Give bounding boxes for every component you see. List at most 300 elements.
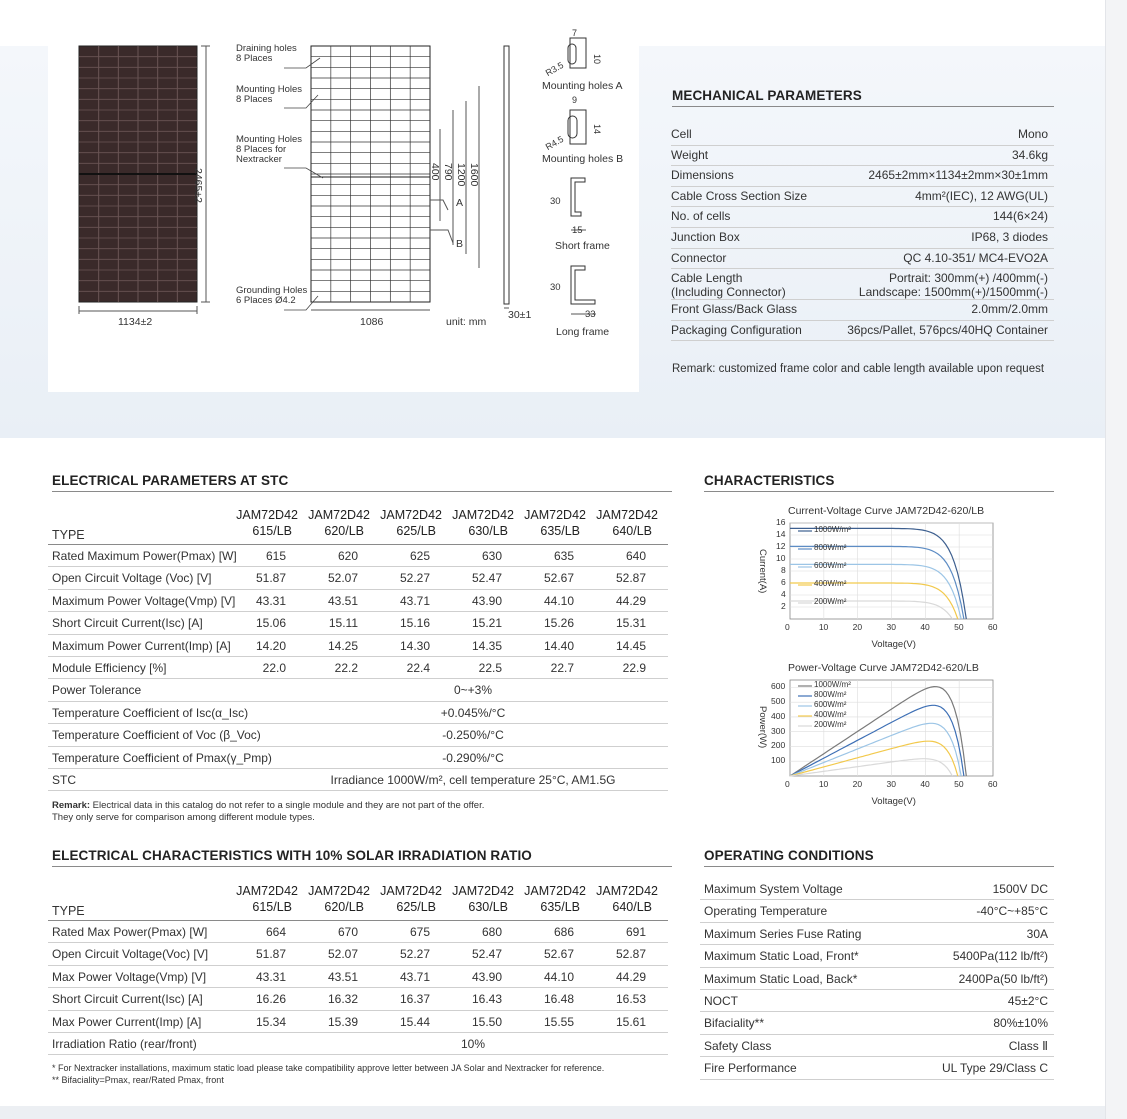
row-value: 686: [553, 925, 574, 939]
operating-label: Maximum System Voltage: [704, 882, 843, 896]
row-value: 44.10: [543, 969, 574, 984]
row-value: 15.50: [471, 1014, 502, 1029]
row-value: 52.67: [543, 947, 574, 962]
row-value: 14.40: [543, 638, 574, 653]
operating-label: Maximum Series Fuse Rating: [704, 926, 862, 941]
table-row: [48, 612, 668, 634]
row-value: 16.37: [399, 992, 430, 1007]
mechanical-row: [671, 187, 1054, 208]
table-row: [48, 921, 668, 943]
y-tick: 6: [781, 577, 786, 587]
short-frame-30: 30: [550, 196, 561, 207]
row-value: 43.71: [399, 969, 430, 984]
model-series: JAM72D42: [380, 508, 442, 522]
x-tick: 20: [852, 622, 863, 632]
row-label: Rated Maximum Power(Pmax) [W]: [52, 549, 237, 563]
row-value: 43.51: [327, 593, 358, 608]
model-header: [226, 883, 298, 915]
model-header: [586, 883, 658, 915]
x-tick: 0: [785, 779, 790, 789]
row-value: 15.11: [328, 616, 358, 631]
mechanical-value: Mono: [1017, 127, 1048, 141]
row-value: 22.7: [550, 661, 574, 675]
model-variant: 635/LB: [540, 524, 580, 538]
mechanical-value: QC 4.10-351/ MC4-EVO2A: [903, 250, 1048, 265]
operating-value: 1500V DC: [992, 882, 1048, 896]
mechanical-label: Weight: [671, 147, 709, 162]
row-label: Max Power Current(Imp) [A]: [52, 1014, 202, 1029]
legend-entry: 1000W/m²: [814, 525, 851, 534]
model-header: [298, 883, 370, 915]
model-variant: 640/LB: [612, 524, 652, 538]
y-tick: 8: [781, 565, 786, 575]
mechanical-value: 4mm²(IEC), 12 AWG(UL): [915, 188, 1048, 203]
table-span-row: [48, 679, 668, 701]
y-tick: 2: [781, 601, 786, 611]
operating-label: Safety Class: [704, 1038, 772, 1053]
table-header: [48, 883, 668, 921]
operating-value: UL Type 29/Class C: [941, 1061, 1048, 1076]
characteristics-title: CHARACTERISTICS: [704, 473, 1054, 492]
y-tick: 16: [776, 517, 786, 527]
model-header: [442, 507, 514, 539]
model-series: JAM72D42: [308, 508, 370, 522]
operating-value: Class Ⅱ: [1008, 1038, 1048, 1053]
model-header: [226, 507, 298, 539]
operating-label: Fire Performance: [704, 1061, 797, 1076]
row-value: 22.5: [478, 661, 502, 675]
table-span-row: [48, 769, 668, 791]
row-label: Temperature Coefficient of Pmax(γ_Pmp): [52, 750, 272, 765]
operating-row: [700, 1012, 1054, 1034]
model-header: [442, 883, 514, 915]
x-tick: 20: [852, 779, 863, 789]
legend-entry: 400W/m²: [814, 710, 847, 719]
operating-label: Maximum Static Load, Back*: [704, 971, 858, 986]
x-tick: 30: [886, 622, 896, 632]
table-span-row: [48, 747, 668, 769]
row-value: 44.10: [543, 593, 574, 608]
row-value: 640: [625, 549, 646, 563]
x-tick: 10: [818, 622, 829, 632]
y-tick: 12: [776, 541, 786, 551]
row-value: 52.47: [471, 571, 502, 586]
electrical-10-title: ELECTRICAL CHARACTERISTICS WITH 10% SOLAR IRRADIATION RATIO: [52, 848, 672, 867]
e10-foot-2: ** Bifaciality=Pmax, rear/Rated Pmax, front: [52, 1075, 224, 1085]
mechanical-row: [671, 146, 1054, 167]
table-row: [48, 966, 668, 988]
row-label: Power Tolerance: [52, 683, 142, 698]
mechanical-row: [671, 300, 1054, 321]
row-label: Short Circuit Current(Isc) [A]: [52, 992, 203, 1007]
e10-footnote: [52, 1062, 604, 1086]
row-value: 15.34: [255, 1014, 286, 1029]
holes-a-label: Mounting holes A: [542, 80, 623, 92]
model-header: [370, 883, 442, 915]
model-series: JAM72D42: [236, 508, 298, 522]
e10-foot-1: * For Nextracker installations, maximum static load please take compatibility approve letter between JA Solar and Nextracker for reference.: [52, 1063, 605, 1073]
row-label: STC: [52, 773, 76, 787]
label-mounting-next-2: 8 Places for: [236, 144, 287, 155]
y-tick: 500: [771, 696, 786, 707]
mechanical-value: Portrait: 300mm(+) /400mm(-): [888, 271, 1048, 286]
chart-title: Current-Voltage Curve JAM72D42-620/LB: [788, 505, 985, 517]
operating-row: [700, 945, 1054, 967]
mechanical-label-2: (Including Connector): [671, 285, 786, 300]
pv-chart: [750, 662, 1010, 812]
operating-value: 45±2°C: [1007, 994, 1048, 1008]
mechanical-row: [671, 166, 1054, 187]
row-span-value: -0.290%/°C: [442, 750, 504, 765]
y-tick: 14: [776, 529, 786, 539]
legend-entry: 800W/m²: [814, 690, 847, 699]
operating-label: Bifaciality**: [704, 1016, 765, 1031]
operating-value: 2400Pa(50 lb/ft²): [958, 971, 1048, 986]
operating-row: [700, 878, 1054, 900]
electrical-stc-table: [48, 507, 672, 795]
row-value: 15.44: [399, 1014, 430, 1029]
operating-row: [700, 1057, 1054, 1079]
mechanical-label: Dimensions: [671, 168, 734, 183]
mechanical-value: 144(6×24): [992, 209, 1048, 224]
model-series: JAM72D42: [596, 884, 658, 898]
label-mounting-next-1: Mounting Holes: [236, 134, 303, 145]
row-span-value: 0~+3%: [453, 683, 493, 698]
operating-row: [700, 900, 1054, 922]
chart-ylabel: Power(W): [757, 706, 768, 749]
operating-row: [700, 968, 1054, 990]
model-series: JAM72D42: [236, 884, 298, 898]
bottom-band: [0, 1106, 1105, 1119]
row-value: 675: [409, 925, 430, 939]
dim-thickness: 30±1: [508, 309, 532, 321]
table-row: [48, 567, 668, 589]
operating-value: 30A: [1026, 926, 1048, 941]
row-value: 52.07: [327, 571, 358, 586]
operating-title: OPERATING CONDITIONS: [704, 848, 1054, 867]
model-series: JAM72D42: [452, 884, 514, 898]
label-draining-2: 8 Places: [236, 53, 273, 64]
stc-remark: [52, 800, 484, 824]
row-value: 43.31: [255, 969, 286, 984]
table-row: [48, 1011, 668, 1033]
electrical-stc-title: ELECTRICAL PARAMETERS AT STC: [52, 473, 672, 492]
hole-b-9: 9: [572, 95, 578, 105]
operating-label: Maximum Static Load, Front*: [704, 949, 859, 964]
row-value: 22.9: [622, 661, 646, 675]
row-value: 14.25: [327, 638, 358, 653]
module-front-view: [311, 46, 430, 302]
x-tick: 60: [988, 779, 998, 789]
row-label: Module Efficiency [%]: [52, 661, 167, 675]
row-value: 15.21: [471, 616, 502, 631]
table-row: [48, 635, 668, 657]
row-value: 22.2: [334, 661, 358, 675]
dim-1600: 1600: [468, 163, 480, 187]
row-value: 680: [481, 925, 502, 939]
mechanical-label: Cable Length: [671, 271, 743, 286]
model-variant: 630/LB: [468, 524, 508, 538]
x-tick: 60: [988, 622, 998, 632]
model-header: [514, 507, 586, 539]
unit-label: unit: mm: [446, 316, 487, 328]
operating-row: [700, 923, 1054, 945]
chart-title: Power-Voltage Curve JAM72D42-620/LB: [788, 662, 979, 674]
mechanical-value-2: Landscape: 1500mm(+)/1500mm(-): [858, 285, 1048, 300]
row-label: Short Circuit Current(Isc) [A]: [52, 616, 203, 631]
mechanical-value: 36pcs/Pallet, 576pcs/40HQ Container: [847, 322, 1048, 337]
model-series: JAM72D42: [524, 884, 586, 898]
row-value: 52.27: [399, 571, 430, 586]
y-tick: 4: [781, 589, 786, 599]
mechanical-drawing: [48, 0, 639, 392]
dim-790: 790: [442, 163, 454, 181]
holes-b-label: Mounting holes B: [542, 153, 624, 165]
label-draining-1: Draining holes: [236, 43, 297, 54]
iv-chart: [750, 505, 1010, 655]
row-value: 52.27: [399, 947, 430, 962]
row-value: 625: [409, 549, 430, 563]
row-value: 14.30: [399, 638, 430, 653]
row-value: 51.87: [255, 947, 286, 962]
model-variant: 620/LB: [324, 900, 364, 914]
mechanical-label: Front Glass/Back Glass: [671, 302, 798, 317]
mechanical-remark: Remark: customized frame color and cable length available upon request: [672, 363, 1045, 375]
hole-b-radius: R4.5: [543, 133, 566, 153]
row-span-value: Irradiance 1000W/m², cell temperature 25°C, AM1.5G: [330, 773, 616, 787]
row-value: 15.39: [327, 1014, 358, 1029]
model-variant: 625/LB: [396, 900, 436, 914]
hole-a-radius: R3.5: [543, 59, 566, 79]
model-series: JAM72D42: [452, 508, 514, 522]
mechanical-label: Cable Cross Section Size: [671, 188, 808, 203]
row-span-value: 10%: [460, 1037, 486, 1051]
chart-ylabel: Current(A): [757, 549, 768, 594]
x-tick: 0: [785, 622, 790, 632]
row-value: 15.16: [399, 616, 430, 631]
row-value: 15.55: [543, 1014, 574, 1029]
row-value: 43.90: [471, 969, 502, 984]
table-span-row: [48, 724, 668, 746]
row-value: 44.29: [615, 969, 646, 984]
type-label: TYPE: [52, 528, 85, 542]
row-value: 670: [337, 925, 358, 939]
row-value: 16.26: [255, 992, 286, 1007]
table-row: [48, 545, 668, 567]
model-series: JAM72D42: [596, 508, 658, 522]
row-value: 615: [265, 549, 286, 563]
operating-row: [700, 990, 1054, 1012]
legend-entry: 400W/m²: [814, 579, 847, 588]
mechanical-row: [671, 207, 1054, 228]
label-mounting-1: Mounting Holes: [236, 84, 303, 95]
mechanical-label: No. of cells: [671, 209, 731, 224]
y-tick: 100: [771, 755, 786, 766]
row-span-value: +0.045%/°C: [440, 705, 506, 720]
mechanical-title: MECHANICAL PARAMETERS: [672, 88, 1054, 107]
y-tick: 10: [776, 553, 786, 563]
model-variant: 635/LB: [540, 900, 580, 914]
mechanical-row: [671, 269, 1054, 300]
row-value: 52.87: [615, 947, 646, 962]
table-row: [48, 590, 668, 612]
row-label: Temperature Coefficient of Isc(α_Isc): [52, 705, 249, 720]
operating-row: [700, 1035, 1054, 1057]
table-span-row: [48, 1033, 668, 1055]
row-value: 16.48: [543, 992, 574, 1007]
row-value: 22.0: [262, 661, 286, 675]
model-variant: 630/LB: [468, 900, 508, 914]
label-grounding-2: 6 Places Ø4.2: [236, 295, 296, 306]
row-value: 52.47: [471, 947, 502, 962]
module-back-view: [79, 46, 197, 302]
mechanical-value: IP68, 3 diodes: [971, 230, 1048, 244]
table-row: [48, 988, 668, 1010]
dim-height: 2465±2: [192, 168, 204, 203]
legend-entry: 600W/m²: [814, 700, 847, 709]
y-tick: 600: [771, 681, 786, 692]
stc-remark-bold: Remark:: [52, 800, 91, 811]
legend-entry: 200W/m²: [814, 597, 847, 606]
chart-xlabel: Voltage(V): [871, 796, 916, 807]
page-sidebar: [1105, 0, 1127, 1119]
model-variant: 620/LB: [324, 524, 364, 538]
label-mounting-2: 8 Places: [236, 94, 273, 105]
row-value: 14.20: [255, 638, 286, 653]
hole-b-14: 14: [592, 124, 602, 135]
row-value: 664: [265, 925, 286, 939]
operating-label: NOCT: [704, 994, 738, 1008]
row-value: 43.51: [327, 969, 358, 984]
row-value: 14.45: [615, 638, 646, 653]
chart-xlabel: Voltage(V): [871, 639, 916, 650]
table-row: [48, 943, 668, 965]
model-variant: 615/LB: [252, 524, 292, 538]
mechanical-row: [671, 125, 1054, 146]
row-label: Irradiation Ratio (rear/front): [52, 1037, 197, 1051]
mechanical-label: Connector: [671, 250, 727, 265]
stc-remark-1: Electrical data in this catalog do not refer to a single module and they are not part of the offer.: [90, 800, 485, 811]
row-value: 16.43: [471, 992, 502, 1007]
label-mounting-next-3: Nextracker: [236, 154, 282, 165]
row-label: Maximum Power Current(Imp) [A]: [52, 638, 231, 653]
row-label: Open Circuit Voltage (Voc) [V]: [52, 571, 212, 586]
marker-a: A: [456, 197, 464, 209]
row-value: 15.26: [543, 616, 574, 631]
row-label: Max Power Voltage(Vmp) [V]: [52, 969, 207, 984]
row-value: 43.31: [255, 593, 286, 608]
stc-remark-2: They only serve for comparison among different module types.: [52, 812, 315, 823]
label-grounding-1: Grounding Holes: [236, 285, 308, 296]
short-frame-label: Short frame: [555, 240, 610, 252]
dim-inner-width: 1086: [360, 316, 384, 328]
operating-value: 80%±10%: [993, 1016, 1048, 1031]
mechanical-label: Junction Box: [671, 230, 740, 244]
chart-svg: [750, 505, 1010, 655]
row-span-value: -0.250%/°C: [442, 728, 504, 743]
model-variant: 625/LB: [396, 524, 436, 538]
electrical-10-table: [48, 883, 672, 1057]
row-value: 15.31: [615, 616, 646, 631]
chart-svg: [750, 662, 1010, 812]
x-tick: 50: [954, 779, 964, 789]
y-tick: 200: [771, 740, 786, 751]
mechanical-label: Cell: [671, 127, 692, 141]
row-value: 16.53: [615, 992, 646, 1007]
long-frame-30: 30: [550, 282, 561, 293]
marker-b: B: [456, 238, 464, 250]
hole-a-10: 10: [592, 54, 602, 65]
model-variant: 640/LB: [612, 900, 652, 914]
row-value: 15.61: [615, 1014, 646, 1029]
operating-value: -40°C~+85°C: [976, 904, 1048, 919]
mechanical-row: [671, 321, 1054, 342]
mechanical-label: Packaging Configuration: [671, 322, 802, 337]
type-label: TYPE: [52, 904, 85, 918]
row-value: 52.07: [327, 947, 358, 962]
model-header: [586, 507, 658, 539]
model-variant: 615/LB: [252, 900, 292, 914]
row-value: 22.4: [406, 661, 430, 675]
mechanical-row: [671, 228, 1054, 249]
row-value: 52.67: [543, 571, 574, 586]
mechanical-value: 2465±2mm×1134±2mm×30±1mm: [868, 168, 1048, 183]
operating-label: Operating Temperature: [704, 904, 828, 919]
x-tick: 40: [920, 779, 930, 789]
legend-entry: 800W/m²: [814, 543, 847, 552]
table-header: [48, 507, 668, 545]
table-span-row: [48, 702, 668, 724]
y-tick: 400: [771, 710, 786, 721]
long-frame-label: Long frame: [556, 326, 610, 338]
long-frame-33: 33: [585, 309, 596, 320]
x-tick: 40: [920, 622, 930, 632]
row-value: 635: [553, 549, 574, 563]
row-value: 620: [337, 549, 358, 563]
row-label: Open Circuit Voltage(Voc) [V]: [52, 947, 209, 962]
legend-entry: 200W/m²: [814, 720, 847, 729]
operating-value: 5400Pa(112 lb/ft²): [952, 949, 1048, 964]
row-value: 630: [481, 549, 502, 563]
model-header: [298, 507, 370, 539]
row-value: 43.90: [471, 593, 502, 608]
legend-entry: 600W/m²: [814, 561, 847, 570]
x-tick: 10: [818, 779, 829, 789]
row-value: 16.32: [327, 992, 358, 1007]
row-value: 15.06: [255, 616, 286, 631]
dim-1200: 1200: [455, 163, 467, 187]
row-value: 691: [625, 925, 646, 939]
row-value: 14.35: [471, 638, 502, 653]
row-value: 43.71: [399, 593, 430, 608]
x-tick: 30: [886, 779, 896, 789]
y-tick: 300: [771, 725, 786, 736]
table-row: [48, 657, 668, 679]
dim-width: 1134±2: [118, 316, 153, 328]
model-series: JAM72D42: [308, 884, 370, 898]
model-series: JAM72D42: [524, 508, 586, 522]
hole-a-7: 7: [572, 28, 578, 38]
row-value: 52.87: [615, 571, 646, 586]
mechanical-value: 34.6kg: [1011, 147, 1048, 162]
mechanical-row: [671, 249, 1054, 270]
short-frame-15: 15: [572, 225, 583, 236]
row-value: 51.87: [255, 571, 286, 586]
row-value: 44.29: [615, 593, 646, 608]
model-series: JAM72D42: [380, 884, 442, 898]
dim-400: 400: [429, 163, 441, 181]
x-tick: 50: [954, 622, 964, 632]
